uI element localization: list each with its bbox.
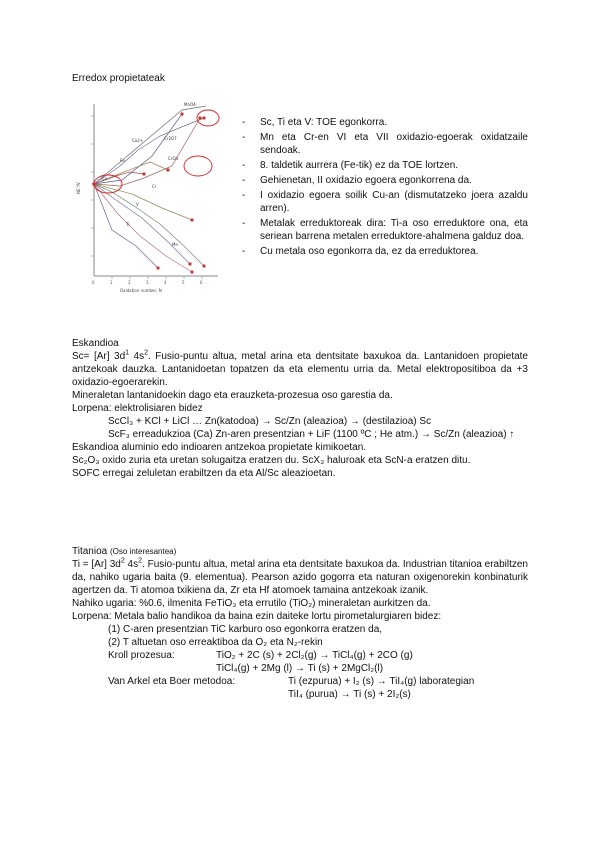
- svg-text:Cr: Cr: [152, 184, 157, 189]
- titanium-obtain: Lorpena: Metala balio handikoa da baina ezin daiteke lortu pirometalurgiaren bidez:: [72, 611, 442, 622]
- van-arkel-eq-2: TiI₄ (purua) → Ti (s) + 2I₂(s): [288, 689, 411, 700]
- svg-text:Cu: Cu: [102, 176, 108, 181]
- redox-bullet: - 8. taldetik aurrera (Fe-tik) ez da TOE lortzen.: [242, 160, 459, 171]
- kroll-process: [72, 649, 528, 675]
- kroll-eq-2: TiCl₄(g) + 2Mg (l) → Ti (s) + 2MgCl₂(l): [216, 663, 384, 674]
- svg-text:3: 3: [146, 280, 149, 285]
- svg-text:5: 5: [182, 280, 185, 285]
- x-tick-labels: [92, 280, 203, 285]
- van-arkel-label: Van Arkel eta Boer metodoa:: [108, 676, 236, 687]
- x-axis-label: Oxidation number, N: [120, 288, 162, 293]
- svg-text:Co2+: Co2+: [132, 138, 144, 143]
- scandium-similar: Eskandioa aluminio edo indioaren antzekoa propietate kimikoetan.: [72, 442, 367, 453]
- kroll-label: Kroll prozesua:: [108, 650, 175, 661]
- y-axis-label: NE°/V: [76, 182, 81, 194]
- scandium-obtain: Lorpena: elektrolisiaren bidez: [72, 403, 203, 414]
- redox-bullets: [242, 116, 528, 258]
- titanium-reason-2: (2) T altuetan oso erreaktiboa da O₂ eta N₂-rekin: [108, 637, 323, 648]
- scandium-sofc: SOFC erregai zeluletan erabiltzen da eta Al/Sc aleazioetan.: [72, 468, 336, 479]
- redox-title: Erredox propietateak: [72, 73, 165, 84]
- svg-text:Fe: Fe: [120, 158, 125, 163]
- svg-text:4: 4: [164, 280, 167, 285]
- scandium-section: [72, 337, 528, 480]
- svg-text:V: V: [136, 202, 139, 207]
- titanium-title-row: [72, 545, 528, 558]
- svg-text:Cr2O7: Cr2O7: [164, 136, 177, 141]
- highlight-circles: [94, 110, 219, 193]
- titanium-reason-1: (1) C-aren presentzian TiC karburo oso egonkorra eratzen da,: [108, 624, 383, 635]
- x-ticks: [112, 276, 202, 279]
- titanium-abundance: Nahiko ugaria: %0.6, ilmenita FeTiO₃ eta errutilo (TiO₂) mineraletan aurkitzen da.: [72, 598, 431, 609]
- titanium-title-note: (Oso interesantea): [110, 547, 177, 556]
- svg-text:0: 0: [92, 280, 95, 285]
- scandium-reaction-1: ScCl₃ + KCl + LiCl … Zn(katodoa) → Sc/Zn (aleazioa) → (destilazioa) Sc: [108, 416, 432, 427]
- svg-text:Mn: Mn: [172, 242, 178, 247]
- svg-text:Ti: Ti: [126, 222, 130, 227]
- scandium-reaction-2: ScF₃ erreadukzioa (Ca) Zn-aren presentzian + LiF (1100 ºC ; He atm.) → Sc/Zn (aleazioa) ↑: [108, 429, 515, 440]
- titanium-section: [72, 545, 528, 701]
- svg-text:6: 6: [200, 280, 203, 285]
- redox-bullet: - Cu metala oso egonkorra da, ez da erreduktorea.: [242, 246, 479, 257]
- y-ticks: [91, 116, 94, 256]
- scandium-minerals: Mineraletan lantanidoekin dago eta erauzketa-prozesua oso garestia da.: [72, 390, 393, 401]
- scandium-config: Sc= [Ar] $3d^1$ $4s^2$. Fusio-puntu altua, metal arina eta dentsitate baxukoa da. Lantanidoen propietate antzekoak dauzka. Lantanidoetan topatzen da eta elementu urria da. Metal elektropositiboa da +3 oxidazio-egoerarekin.: [72, 349, 528, 388]
- svg-text:1: 1: [110, 280, 113, 285]
- frost-lines: [94, 106, 206, 272]
- frost-diagram-svg: [72, 96, 222, 301]
- redox-bullet: - Sc, Ti eta V: TOE egonkorra.: [242, 117, 388, 128]
- scandium-title: Eskandioa: [72, 338, 119, 349]
- redox-bullet: - Gehienetan, II oxidazio egoera egonkorrena da.: [242, 175, 472, 186]
- svg-text:MnO4-: MnO4-: [184, 102, 198, 107]
- redox-bullet: - Metalak erreduktoreak dira: Ti-a oso erreduktore ona, eta seriean barrena metalen erreduktore-ahalmena galduz doa.: [242, 218, 528, 242]
- svg-text:CrO4: CrO4: [168, 156, 179, 161]
- kroll-eq-1: TiO₂ + 2C (s) + 2Cl₂(g) → TiCl₄(g) + 2CO (g): [216, 650, 413, 661]
- svg-text:2: 2: [128, 280, 131, 285]
- redox-bullet: - Mn eta Cr-en VI eta VII oxidazio-egoerak oxidatzaile sendoak.: [242, 132, 528, 156]
- frost-diagram: [72, 96, 222, 301]
- van-arkel-eq-1: Ti (ezpurua) + I₂ (s) → TiI₄(g) laborategian: [288, 676, 475, 687]
- titanium-title: Titanioa: [72, 546, 108, 557]
- redox-bullet: - I oxidazio egoera soilik Cu-an (dismutatzeko joera azaldu arren).: [242, 190, 528, 214]
- titanium-config: Ti = [Ar] $3d^2$ $4s^2$. Fusio-puntu altua, metal arina eta dentsitate baxukoa da. Industrian titanioa erabiltzen da, nahiko ugaria baita (9. elementua). Pearson azido gogorra eta naturan oxigenorekin konbinaturik agertzen da. Ti atomoa txikiena da, Zr eta Hf atomoek tamaina antzekoak izanik.: [72, 557, 528, 596]
- scandium-oxide: Sc₂O₃ oxido zuria eta uretan solugaitza eratzen du. ScX₃ haluroak eta ScN-a eratzen ditu.: [72, 455, 471, 466]
- van-arkel-method: [72, 675, 528, 701]
